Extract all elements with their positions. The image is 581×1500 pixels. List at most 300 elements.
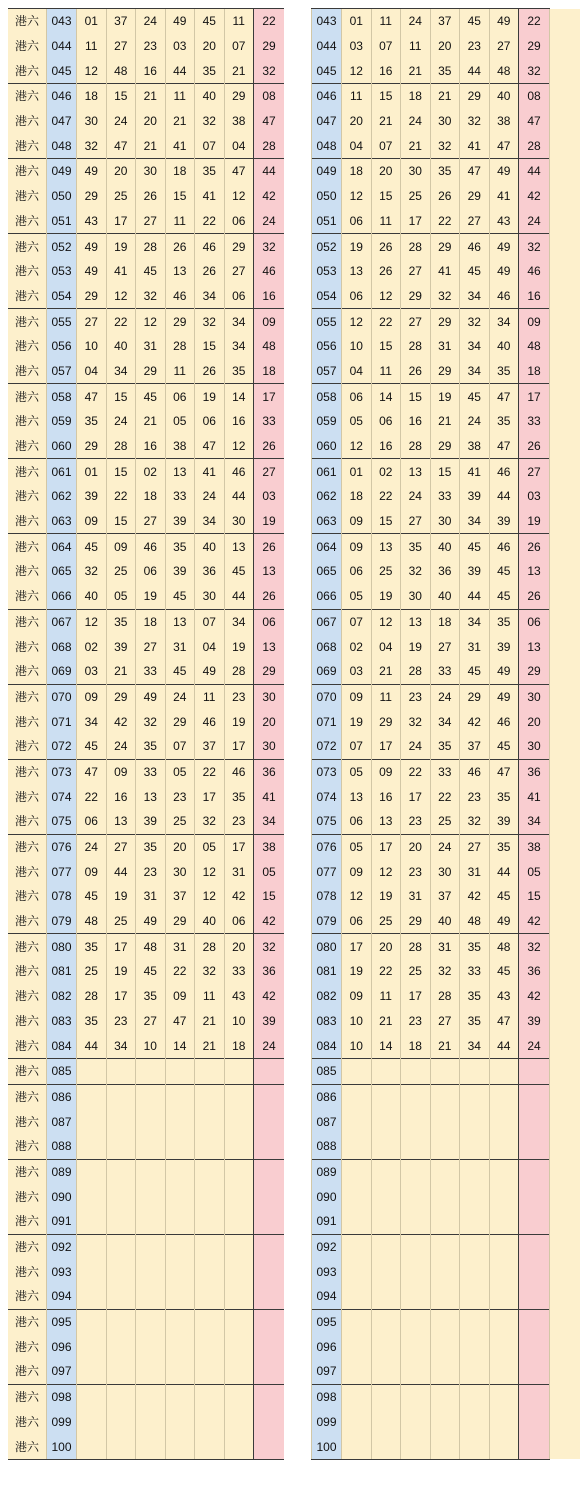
drawn-number: 44 — [224, 484, 254, 509]
row-pad — [550, 509, 581, 534]
drawn-number: 05 — [106, 584, 136, 609]
table-row — [8, 834, 284, 859]
drawn-number: 32 — [195, 959, 225, 984]
drawn-number: 16 — [371, 434, 401, 459]
issue-number: 054 — [47, 284, 77, 309]
issue-number: 068 — [47, 634, 77, 659]
issue-number: 044 — [312, 34, 342, 59]
row-label: 港六 — [8, 1184, 47, 1209]
drawn-number: 46 — [195, 709, 225, 734]
issue-number: 077 — [312, 859, 342, 884]
drawn-number: 30 — [430, 509, 460, 534]
issue-number: 100 — [47, 1434, 77, 1459]
special-number: 46 — [519, 259, 550, 284]
special-number: 17 — [519, 384, 550, 409]
drawn-number: 32 — [460, 309, 490, 334]
right-sorted-results-table — [311, 8, 580, 1460]
drawn-number: 45 — [165, 584, 195, 609]
drawn-number: 04 — [195, 634, 225, 659]
row-label: 港六 — [8, 1058, 47, 1084]
drawn-number — [224, 1234, 254, 1259]
row-pad — [550, 459, 581, 484]
drawn-number: 24 — [401, 734, 431, 759]
table-row — [8, 759, 284, 784]
drawn-number: 19 — [342, 709, 372, 734]
special-number: 39 — [519, 1009, 550, 1034]
drawn-number: 22 — [195, 209, 225, 234]
special-number — [254, 1410, 285, 1435]
drawn-number — [401, 1209, 431, 1234]
table-row — [312, 259, 581, 284]
drawn-number: 49 — [195, 659, 225, 684]
special-number: 16 — [519, 284, 550, 309]
drawn-number: 29 — [224, 84, 254, 109]
drawn-number: 24 — [430, 834, 460, 859]
row-label: 港六 — [8, 634, 47, 659]
special-number: 26 — [254, 434, 285, 459]
issue-number: 076 — [312, 834, 342, 859]
issue-number: 091 — [47, 1209, 77, 1234]
drawn-number: 24 — [106, 109, 136, 134]
table-row — [312, 1159, 581, 1184]
drawn-number: 45 — [77, 734, 107, 759]
drawn-number — [165, 1284, 195, 1309]
row-label: 港六 — [8, 34, 47, 59]
drawn-number — [342, 1134, 372, 1159]
drawn-number: 46 — [489, 534, 519, 559]
issue-number: 093 — [312, 1259, 342, 1284]
issue-number: 082 — [47, 984, 77, 1009]
drawn-number — [430, 1309, 460, 1334]
drawn-number: 12 — [77, 609, 107, 634]
table-row — [312, 859, 581, 884]
issue-number: 063 — [312, 509, 342, 534]
drawn-number: 11 — [165, 359, 195, 384]
drawn-number: 11 — [371, 359, 401, 384]
drawn-number: 37 — [165, 884, 195, 909]
drawn-number: 21 — [136, 84, 166, 109]
drawn-number — [371, 1209, 401, 1234]
drawn-number: 06 — [165, 384, 195, 409]
drawn-number: 25 — [106, 184, 136, 209]
drawn-number — [77, 1359, 107, 1384]
drawn-number: 06 — [342, 384, 372, 409]
drawn-number: 10 — [224, 1009, 254, 1034]
drawn-number: 46 — [489, 459, 519, 484]
issue-number: 064 — [47, 534, 77, 559]
issue-number: 065 — [47, 559, 77, 584]
drawn-number: 27 — [489, 34, 519, 59]
drawn-number — [106, 1259, 136, 1284]
special-number — [519, 1384, 550, 1409]
special-number — [519, 1159, 550, 1184]
table-row — [8, 1410, 284, 1435]
drawn-number: 44 — [77, 1033, 107, 1058]
drawn-number: 34 — [224, 309, 254, 334]
drawn-number: 05 — [342, 409, 372, 434]
drawn-number: 04 — [224, 133, 254, 158]
drawn-number — [342, 1384, 372, 1409]
drawn-number: 06 — [342, 284, 372, 309]
issue-number: 095 — [312, 1309, 342, 1334]
drawn-number: 05 — [165, 409, 195, 434]
table-row — [8, 559, 284, 584]
drawn-number: 05 — [342, 834, 372, 859]
drawn-number: 24 — [460, 409, 490, 434]
issue-number: 090 — [312, 1184, 342, 1209]
issue-number: 048 — [47, 133, 77, 158]
row-label: 港六 — [8, 1209, 47, 1234]
issue-number: 084 — [312, 1033, 342, 1058]
drawn-number — [195, 1334, 225, 1359]
row-label: 港六 — [8, 259, 47, 284]
issue-number: 087 — [47, 1109, 77, 1134]
drawn-number: 18 — [342, 159, 372, 184]
drawn-number: 13 — [342, 259, 372, 284]
row-label: 港六 — [8, 1259, 47, 1284]
row-label: 港六 — [8, 159, 47, 184]
drawn-number: 35 — [106, 609, 136, 634]
issue-number: 070 — [312, 684, 342, 709]
drawn-number: 01 — [342, 459, 372, 484]
drawn-number — [106, 1134, 136, 1159]
drawn-number: 29 — [224, 234, 254, 259]
drawn-number: 30 — [77, 109, 107, 134]
drawn-number: 27 — [106, 834, 136, 859]
row-pad — [550, 184, 581, 209]
special-number: 36 — [254, 759, 285, 784]
drawn-number: 18 — [401, 1033, 431, 1058]
drawn-number: 36 — [430, 559, 460, 584]
drawn-number: 27 — [401, 309, 431, 334]
drawn-number: 33 — [136, 759, 166, 784]
table-row — [312, 509, 581, 534]
drawn-number: 35 — [136, 734, 166, 759]
drawn-number: 12 — [136, 309, 166, 334]
drawn-number: 34 — [460, 1033, 490, 1058]
table-row — [312, 709, 581, 734]
special-number: 38 — [254, 834, 285, 859]
special-number — [254, 1234, 285, 1259]
special-number: 24 — [519, 1033, 550, 1058]
drawn-number — [401, 1109, 431, 1134]
drawn-number: 12 — [195, 859, 225, 884]
drawn-number: 26 — [371, 259, 401, 284]
drawn-number: 35 — [77, 1009, 107, 1034]
table-row — [312, 759, 581, 784]
left-results-panel — [8, 8, 284, 1460]
drawn-number: 09 — [342, 859, 372, 884]
drawn-number: 48 — [77, 909, 107, 934]
table-row — [8, 58, 284, 83]
table-row — [312, 834, 581, 859]
drawn-number — [489, 1334, 519, 1359]
drawn-number: 17 — [371, 834, 401, 859]
issue-number: 093 — [47, 1259, 77, 1284]
drawn-number: 06 — [136, 559, 166, 584]
drawn-number: 17 — [401, 209, 431, 234]
drawn-number: 12 — [342, 884, 372, 909]
drawn-number — [430, 1410, 460, 1435]
issue-number: 067 — [312, 609, 342, 634]
right-sorted-results-body — [312, 9, 581, 1460]
drawn-number: 34 — [224, 609, 254, 634]
issue-number: 051 — [312, 209, 342, 234]
issue-number: 081 — [47, 959, 77, 984]
special-number: 28 — [254, 133, 285, 158]
drawn-number: 49 — [489, 159, 519, 184]
drawn-number — [342, 1359, 372, 1384]
special-number: 24 — [254, 209, 285, 234]
row-pad — [550, 234, 581, 259]
table-row — [312, 9, 581, 34]
drawn-number: 13 — [136, 784, 166, 809]
drawn-number: 11 — [195, 984, 225, 1009]
special-number: 32 — [519, 934, 550, 959]
table-row — [8, 184, 284, 209]
drawn-number: 32 — [430, 959, 460, 984]
drawn-number: 32 — [460, 809, 490, 834]
table-row — [8, 109, 284, 134]
drawn-number: 31 — [460, 859, 490, 884]
drawn-number: 26 — [430, 184, 460, 209]
issue-number: 096 — [312, 1334, 342, 1359]
drawn-number: 32 — [460, 109, 490, 134]
drawn-number: 21 — [224, 58, 254, 83]
issue-number: 064 — [312, 534, 342, 559]
drawn-number: 19 — [106, 884, 136, 909]
issue-number: 043 — [47, 9, 77, 34]
table-row — [312, 809, 581, 834]
drawn-number: 22 — [371, 959, 401, 984]
drawn-number: 23 — [460, 34, 490, 59]
row-pad — [550, 409, 581, 434]
drawn-number: 30 — [195, 584, 225, 609]
row-label: 港六 — [8, 484, 47, 509]
special-number — [254, 1259, 285, 1284]
drawn-number: 31 — [224, 859, 254, 884]
drawn-number — [106, 1434, 136, 1459]
issue-number: 099 — [312, 1410, 342, 1435]
drawn-number — [371, 1084, 401, 1109]
issue-number: 079 — [47, 909, 77, 934]
special-number — [519, 1259, 550, 1284]
drawn-number: 29 — [430, 434, 460, 459]
table-row — [312, 684, 581, 709]
special-number: 26 — [519, 534, 550, 559]
drawn-number: 05 — [342, 759, 372, 784]
drawn-number — [165, 1209, 195, 1234]
row-pad — [550, 734, 581, 759]
row-pad — [550, 1334, 581, 1359]
drawn-number: 06 — [342, 209, 372, 234]
drawn-number — [342, 1284, 372, 1309]
drawn-number — [489, 1134, 519, 1159]
drawn-number — [401, 1234, 431, 1259]
drawn-number: 21 — [430, 84, 460, 109]
drawn-number: 32 — [136, 284, 166, 309]
drawn-number: 43 — [77, 209, 107, 234]
drawn-number: 11 — [401, 34, 431, 59]
drawn-number: 33 — [165, 484, 195, 509]
issue-number: 094 — [47, 1284, 77, 1309]
table-row — [8, 1359, 284, 1384]
row-label: 港六 — [8, 559, 47, 584]
drawn-number: 04 — [371, 634, 401, 659]
drawn-number — [165, 1109, 195, 1134]
drawn-number: 07 — [342, 734, 372, 759]
drawn-number: 15 — [106, 384, 136, 409]
row-pad — [550, 784, 581, 809]
drawn-number: 28 — [401, 659, 431, 684]
drawn-number — [430, 1058, 460, 1084]
table-row — [8, 234, 284, 259]
drawn-number — [195, 1309, 225, 1334]
issue-number: 070 — [47, 684, 77, 709]
drawn-number — [224, 1058, 254, 1084]
row-pad — [550, 959, 581, 984]
special-number: 24 — [254, 1033, 285, 1058]
table-row — [312, 1384, 581, 1409]
issue-number: 091 — [312, 1209, 342, 1234]
drawn-number — [460, 1259, 490, 1284]
drawn-number: 29 — [371, 709, 401, 734]
drawn-number — [77, 1334, 107, 1359]
drawn-number — [489, 1084, 519, 1109]
issue-number: 086 — [47, 1084, 77, 1109]
table-row — [8, 409, 284, 434]
drawn-number: 44 — [460, 584, 490, 609]
drawn-number: 10 — [342, 1009, 372, 1034]
drawn-number: 44 — [460, 58, 490, 83]
table-row — [8, 459, 284, 484]
drawn-number — [489, 1259, 519, 1284]
drawn-number: 35 — [430, 58, 460, 83]
drawn-number: 09 — [342, 984, 372, 1009]
drawn-number: 15 — [106, 84, 136, 109]
drawn-number — [460, 1058, 490, 1084]
drawn-number — [371, 1309, 401, 1334]
drawn-number — [136, 1058, 166, 1084]
drawn-number — [106, 1209, 136, 1234]
special-number: 08 — [519, 84, 550, 109]
special-number: 28 — [519, 133, 550, 158]
drawn-number: 36 — [195, 559, 225, 584]
table-row — [8, 959, 284, 984]
table-row — [8, 909, 284, 934]
drawn-number: 33 — [430, 659, 460, 684]
row-pad — [550, 659, 581, 684]
issue-number: 088 — [312, 1134, 342, 1159]
drawn-number: 24 — [195, 484, 225, 509]
drawn-number — [77, 1234, 107, 1259]
drawn-number: 43 — [489, 209, 519, 234]
issue-number: 079 — [312, 909, 342, 934]
drawn-number — [342, 1234, 372, 1259]
drawn-number: 18 — [77, 84, 107, 109]
special-number: 13 — [254, 559, 285, 584]
drawn-number — [106, 1058, 136, 1084]
issue-number: 083 — [47, 1009, 77, 1034]
drawn-number — [136, 1434, 166, 1459]
drawn-number: 29 — [77, 184, 107, 209]
drawn-number: 45 — [136, 384, 166, 409]
table-row — [312, 909, 581, 934]
drawn-number — [195, 1410, 225, 1435]
drawn-number: 18 — [224, 1033, 254, 1058]
drawn-number — [77, 1109, 107, 1134]
row-label: 港六 — [8, 334, 47, 359]
drawn-number — [430, 1334, 460, 1359]
drawn-number — [136, 1259, 166, 1284]
drawn-number: 27 — [460, 834, 490, 859]
drawn-number: 21 — [401, 58, 431, 83]
special-number: 30 — [254, 734, 285, 759]
drawn-number: 40 — [430, 909, 460, 934]
table-row — [312, 884, 581, 909]
table-row — [8, 259, 284, 284]
table-row — [8, 1109, 284, 1134]
drawn-number — [371, 1359, 401, 1384]
drawn-number: 13 — [224, 534, 254, 559]
drawn-number: 16 — [401, 409, 431, 434]
drawn-number: 06 — [224, 284, 254, 309]
drawn-number — [460, 1109, 490, 1134]
drawn-number — [165, 1234, 195, 1259]
drawn-number: 20 — [106, 159, 136, 184]
drawn-number: 22 — [106, 484, 136, 509]
drawn-number — [430, 1434, 460, 1459]
drawn-number — [460, 1234, 490, 1259]
drawn-number: 34 — [106, 359, 136, 384]
drawn-number: 23 — [401, 684, 431, 709]
drawn-number: 29 — [77, 434, 107, 459]
drawn-number — [224, 1209, 254, 1234]
drawn-number: 27 — [136, 509, 166, 534]
drawn-number: 42 — [106, 709, 136, 734]
drawn-number — [430, 1109, 460, 1134]
special-number: 32 — [519, 58, 550, 83]
issue-number: 077 — [47, 859, 77, 884]
drawn-number: 23 — [401, 809, 431, 834]
drawn-number: 28 — [195, 934, 225, 959]
drawn-number: 09 — [106, 534, 136, 559]
drawn-number: 28 — [77, 984, 107, 1009]
drawn-number — [77, 1284, 107, 1309]
row-label: 港六 — [8, 1109, 47, 1134]
drawn-number: 27 — [136, 209, 166, 234]
drawn-number — [489, 1184, 519, 1209]
right-sorted-results-panel — [311, 8, 580, 1460]
special-number: 44 — [254, 159, 285, 184]
drawn-number: 41 — [165, 133, 195, 158]
row-pad — [550, 709, 581, 734]
drawn-number: 04 — [77, 359, 107, 384]
issue-number: 083 — [312, 1009, 342, 1034]
drawn-number: 06 — [342, 809, 372, 834]
drawn-number: 37 — [195, 734, 225, 759]
row-pad — [550, 1134, 581, 1159]
table-row — [8, 1009, 284, 1034]
drawn-number — [371, 1384, 401, 1409]
issue-number: 089 — [312, 1159, 342, 1184]
issue-number: 047 — [312, 109, 342, 134]
row-pad — [550, 984, 581, 1009]
row-pad — [550, 109, 581, 134]
table-row — [312, 184, 581, 209]
table-row — [312, 234, 581, 259]
special-number: 26 — [254, 584, 285, 609]
